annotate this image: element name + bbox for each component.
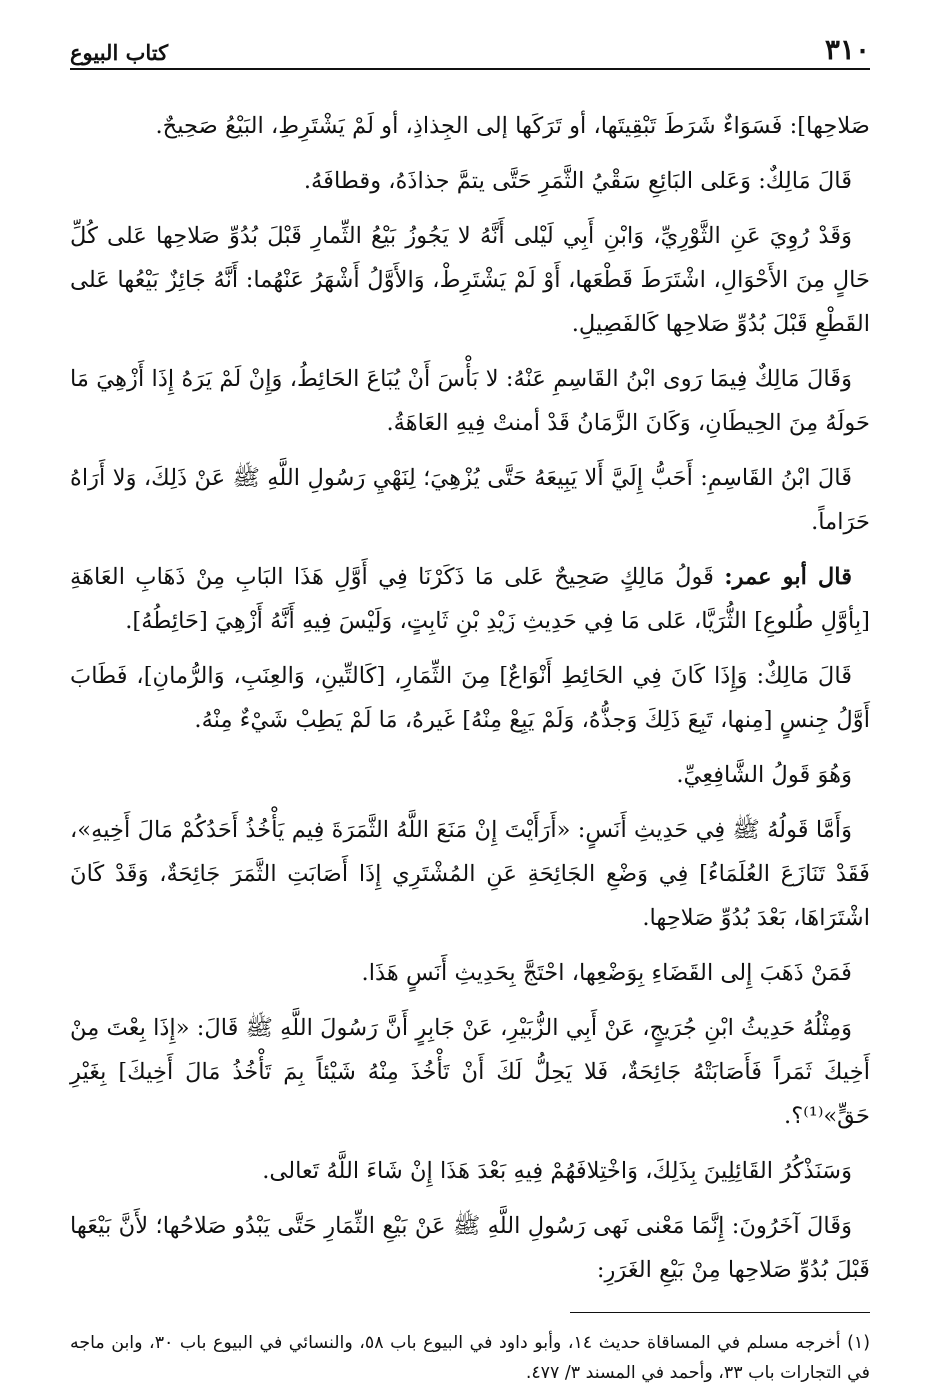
paragraph: وَمِثْلُهُ حَدِيثُ ابْنِ جُرَيجٍ، عَنْ أَبِي الزُّبَيْرِ، عَنْ جَابِرٍ أَنَّ رَسُولَ اللَّهِ ﷺ قَالَ: «إِذَا بِعْتَ مِنْ أَخِيكَ ثَمَراً فَأَصَابَتْهُ جَائِحَةٌ، فَلا يَحِلُّ لَكَ أَنْ تَأْخُذَ مِنْهُ شَيْئاً بِمَ تَأْخُذُ مَالَ أَخِيكَ] بِغَيْرِ حَقٍّ»⁽¹⁾؟. [70, 1015, 870, 1129]
paragraph: وَهُوَ قَولُ الشَّافِعِيِّ. [676, 762, 852, 788]
paragraph-text: قَولُ مَالِكٍ صَحِيحٌ عَلى مَا ذَكَرْنَا فِي أَوَّلِ هَذَا البَابِ مِنْ ذَهَابِ العَاهَةِ [بِأوَّلِ طُلوعِ] الثُّرَيَّا، عَلى مَا فِي حَدِيثِ زَيْدِ بْنِ ثَابِتٍ، وَلَيْسَ فِيهِ أَنَّهُ أَزْهِيَ [حَائِطُهُ]. [70, 564, 870, 634]
running-header [70, 20, 870, 70]
paragraph: وَقَدْ رُوِيَ عَنِ الثَّوْرِيِّ، وَابْنِ أَبِي لَيْلى أَنَّهُ لا يَجُوزُ بَيْعُ الثِّمارِ قَبْلَ بُدُوِّ صَلاحِها عَلى كُلِّ حَالٍ مِنَ الأَحْوَالِ، اشْتَرَطَ قَطْعَها، أَوْ لَمْ يَشْتَرِطْ، وَالأَوَّلُ أَشْهَرُ عَنْهُما: أَنَّهُ جَائِزٌ بَيْعُها عَلى القَطْعِ قَبْلَ بُدُوِّ صَلاحِها كَالفَصِيلِ. [70, 223, 870, 337]
paragraph: قَالَ مَالِكٌ: وَعَلى البَائِعِ سَقْيُ الثَّمَرِ حَتَّى يتمَّ جذاذَهُ، وقطافَهُ. [303, 168, 852, 194]
book-page [70, 20, 871, 1383]
footnote: (١) أخرجه مسلم في المساقاة حديث ١٤، وأبو داود في البيوع باب ٥٨، والنسائي في البيوع باب ٣٠، وابن ماجه في التجارات باب ٣٣، وأحمد في المسند ٣/ ٤٧٧. [70, 1333, 871, 1383]
footnotes [70, 1328, 870, 1388]
book-title: كتاب البيوع [70, 40, 169, 65]
footnote-divider [570, 1312, 870, 1313]
paragraph: قَالَ مَالِكٌ: وَإِذَا كَانَ فِي الحَائِطِ أَنْوَاعٌ] مِنَ الثِّمَارِ، [كَالتِّينِ، وَالعِنَبِ، وَالرُّمانِ]، فَطَابَ أَوَّلُ جِنسٍ [مِنها، تَبِعَ ذَلِكَ وَجذُّهُ، وَلَمْ يَبِعْ مِنْهُ] غَيرهُ، مَا لَمْ يَطِبْ شَيْءٌ مِنْهُ. [70, 663, 870, 733]
paragraph [70, 555, 870, 643]
speaker-label: قال أبو عمر: [724, 564, 852, 590]
paragraph: وَسَنَذْكُرُ القَائِلِينَ بِذَلِكَ، وَاخْتِلافَهُمْ فِيهِ بَعْدَ هَذَا إِنْ شَاءَ اللَّهُ تَعالى. [262, 1158, 852, 1184]
paragraph: قَالَ ابْنُ القَاسِمِ: أَحَبُّ إِلَيَّ أَلا يَبِيعَهُ حَتَّى يُزْهِيَ؛ لِنَهْيِ رَسُولِ اللَّهِ ﷺ عَنْ ذَلِكَ، وَلا أَرَاهُ حَرَاماً. [70, 465, 870, 535]
paragraph: وَأَمَّا قَولُهُ ﷺ فِي حَدِيثِ أَنَسٍ: «أَرَأَيْتَ إِنْ مَنَعَ اللَّهُ الثَّمَرَةَ فِيم يَأْخُذُ أَحَدُكُمْ مَالَ أَخِيهِ»، فَقَدْ تَنَازَعَ العُلَمَاءُ] فِي وَضْعِ الجَائِحَةِ عَنِ المُشْتَرِي إِذَا أَصَابَتِ الثَّمَرَ جَائِحَةٌ، وَقَدْ كَانَ اشْتَرَاهَا، بَعْدَ بُدُوِّ صَلاحِها. [70, 817, 870, 931]
paragraph: صَلاحِها]: فَسَوَاءٌ شَرَطَ تَبْقِيتَها، أو تَرَكَها إلى الجِذاذِ، أو لَمْ يَشْتَرِطِ، البَيْعُ صَحِيحٌ. [155, 113, 870, 139]
paragraph: فَمَنْ ذَهَبَ إِلى القَضَاءِ بِوَضْعِها، احْتَجَّ بِحَدِيثِ أَنَسٍ هَذَا. [361, 960, 852, 986]
main-text [70, 104, 870, 1292]
paragraph: وَقَالَ مَالِكٌ فِيمَا رَوى ابْنُ القَاسِمِ عَنْهُ: لا بَأْسَ أَنْ يُبَاعَ الحَائِطُ، وَإِنْ لَمْ يَرَهُ إِذَا أَزْهِيَ مَا حَولَهُ مِنَ الحِيطَانِ، وَكَانَ الزَّمَانُ قَدْ أمنتْ فِيهِ العَاهَةُ. [70, 366, 870, 436]
paragraph: وَقَالَ آخَرُونَ: إِنَّمَا مَعْنى نَهى رَسُولِ اللَّهِ ﷺ عَنْ بَيْعِ الثِّمَارِ حَتَّى يَبْدُو صَلاحُها؛ لأَنَّ بَيْعَها قَبْلَ بُدُوِّ صَلاحِها مِنْ بَيْعِ الغَرَرِ: [70, 1213, 870, 1283]
page-number: ٣١٠ [824, 33, 870, 66]
